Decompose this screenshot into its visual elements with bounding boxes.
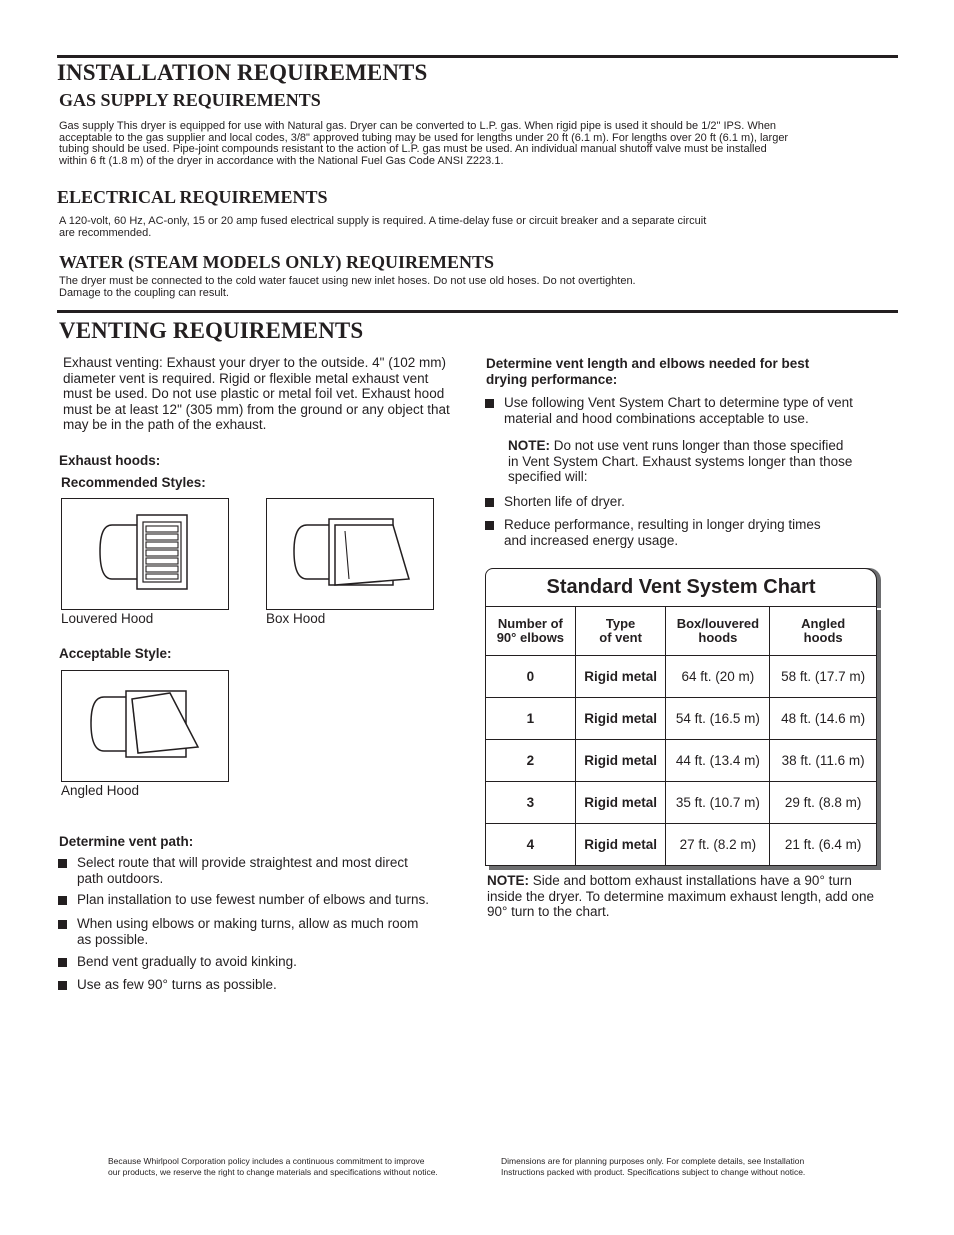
bullet-line: as possible. [77, 931, 149, 947]
bullet-line: Use as few 90° turns as possible. [77, 977, 277, 992]
bullet-line: When using elbows or making turns, allow as much room [77, 916, 419, 931]
bullet-square [58, 958, 67, 967]
table-cell: Rigid metal [575, 698, 666, 740]
gas-line: tubing should be used. Pipe-joint compounds resistant to the action of L.P. gas must be used. An individual manual shutoff valve must be installed [59, 143, 767, 155]
electrical-line: A 120-volt, 60 Hz, AC-only, 15 or 20 amp fused electrical supply is required. A time-delay fuse or circuit breaker and a separate circuit [59, 215, 707, 227]
bullet-line: Use following Vent System Chart to determine type of vent [504, 395, 853, 410]
header-line: Angled [801, 616, 846, 631]
table-row [486, 656, 877, 698]
electrical-heading: ELECTRICAL REQUIREMENTS [57, 187, 328, 207]
header-line: Type [605, 616, 636, 631]
table-cell: 64 ft. (20 m) [666, 656, 770, 698]
chart-note [487, 873, 907, 920]
table-cell: 4 [486, 824, 576, 866]
heading-line: Determine vent length and elbows needed for best [486, 356, 810, 371]
gas-line: within 6 ft (1.8 m) of the dryer in accordance with the National Fuel Gas Code ANSI Z223.1. [59, 154, 504, 167]
box-hood-icon [267, 499, 432, 608]
header-vent-type [575, 607, 666, 656]
vent-length-heading [486, 356, 886, 387]
header-line: Number of [497, 616, 563, 631]
note-line: Side and bottom exhaust installations have a 90° turn [529, 873, 852, 888]
vent-length-bullet [485, 494, 885, 510]
table-row [486, 740, 877, 782]
bullet-square [58, 920, 67, 929]
header-line: 90° elbows [496, 630, 565, 645]
intro-line: may be in the path of the exhaust. [63, 417, 267, 432]
intro-line: diameter vent is required. Rigid or flexible metal exhaust vent [63, 370, 429, 386]
bullet-line: Reduce performance, resulting in longer drying times [504, 517, 821, 532]
angled-hood-caption: Angled Hood [61, 783, 140, 798]
footer-line: Because Whirlpool Corporation policy includes a continuous commitment to improve [108, 1156, 425, 1166]
intro-line: must be at least 12" (305 mm) from the ground or any object that [63, 401, 450, 417]
table-cell: 35 ft. (10.7 m) [666, 782, 770, 824]
table-cell: 44 ft. (13.4 m) [666, 740, 770, 782]
table-cell: Rigid metal [575, 782, 666, 824]
bullet-line: Select route that will provide straightest and most direct [77, 855, 408, 870]
table-cell: 58 ft. (17.7 m) [770, 656, 877, 698]
table-cell: 1 [486, 698, 576, 740]
bullet-line: and increased energy usage. [504, 532, 679, 548]
bullet-square [485, 399, 494, 408]
bullet-square [58, 859, 67, 868]
intro-line: must be used. Do not use plastic or metal foil vet. Exhaust hood [63, 386, 445, 401]
recommended-styles-heading: Recommended Styles: [61, 475, 206, 490]
water-heading: WATER (STEAM MODELS ONLY) REQUIREMENTS [59, 252, 495, 272]
gas-line: acceptable to the gas supplier and local codes, 3/8" approved tubing may be used for lengths under 20 ft (6.1 m). For lengths over 20 ft (6.1 m), larger [59, 131, 789, 144]
vent-length-bullet [485, 517, 885, 549]
footer-line: Instructions packed with product. Specifications subject to change without notice. [501, 1167, 806, 1177]
table-cell: 38 ft. (11.6 m) [770, 740, 877, 782]
table-row [486, 782, 877, 824]
table-cell: 21 ft. (6.4 m) [770, 824, 877, 866]
vent-length-note [508, 438, 888, 485]
bullet-line: Plan installation to use fewest number of elbows and turns. [77, 892, 429, 907]
header-line: hoods [698, 630, 738, 645]
chart-title: Standard Vent System Chart [546, 576, 816, 598]
venting-intro [63, 355, 483, 433]
electrical-text [59, 216, 879, 239]
table-cell: Rigid metal [575, 740, 666, 782]
footer-right [501, 1156, 881, 1178]
header-line: of vent [599, 630, 642, 645]
table-row [486, 824, 877, 866]
bullet-square [485, 498, 494, 507]
header-angled [770, 607, 877, 656]
table-cell: Rigid metal [575, 824, 666, 866]
note-line: Do not use vent runs longer than those specified [550, 438, 844, 453]
louvered-hood-image [61, 498, 229, 610]
acceptable-style-heading: Acceptable Style: [59, 646, 172, 661]
louvered-hood-caption: Louvered Hood [61, 611, 154, 626]
table-cell: 27 ft. (8.2 m) [666, 824, 770, 866]
water-text [59, 276, 879, 299]
footer-left [108, 1156, 488, 1178]
heading-line: drying performance: [486, 371, 618, 387]
chart-header-row [486, 607, 877, 656]
vent-path-bullet [58, 977, 478, 993]
bullet-line: Shorten life of dryer. [504, 494, 625, 509]
exhaust-hoods-heading: Exhaust hoods: [59, 453, 161, 468]
note-line: 90° turn to the chart. [487, 904, 610, 919]
water-line: Damage to the coupling can result. [59, 286, 229, 299]
bullet-square [58, 896, 67, 905]
note-label: NOTE: [487, 873, 529, 888]
table-cell: 2 [486, 740, 576, 782]
vent-path-bullet [58, 892, 478, 908]
bullet-square [58, 981, 67, 990]
gas-supply-text [59, 121, 899, 167]
bullet-square [485, 521, 494, 530]
vent-path-bullet [58, 855, 478, 887]
note-line: in Vent System Chart. Exhaust systems longer than those [508, 453, 853, 469]
gas-line: This dryer is equipped for use with Natural gas. Dryer can be converted to L.P. gas. When rigid pipe is used it should be 1/2" IPS. When [114, 120, 777, 132]
table-cell: Rigid metal [575, 656, 666, 698]
header-line: Box/louvered [676, 616, 760, 631]
header-elbows [486, 607, 576, 656]
bullet-line: Bend vent gradually to avoid kinking. [77, 954, 297, 969]
venting-title: VENTING REQUIREMENTS [59, 318, 364, 343]
table-cell: 3 [486, 782, 576, 824]
vent-system-chart [485, 568, 878, 865]
header-line: hoods [803, 630, 843, 645]
note-line: specified will: [508, 469, 588, 484]
top-rule [57, 55, 898, 58]
note-label: NOTE: [508, 438, 550, 453]
header-box-louvered [666, 607, 770, 656]
table-row [486, 698, 877, 740]
bullet-line: material and hood combinations acceptable to use. [504, 410, 809, 426]
page-title: INSTALLATION REQUIREMENTS [57, 60, 428, 85]
vent-chart-table [485, 606, 877, 866]
louvered-hood-icon [62, 499, 227, 608]
table-cell: 29 ft. (8.8 m) [770, 782, 877, 824]
box-hood-image [266, 498, 434, 610]
angled-hood-image [61, 670, 229, 782]
footer-line: our products, we reserve the right to change materials and specifications without notice. [108, 1167, 438, 1177]
note-line: inside the dryer. To determine maximum exhaust length, add one [487, 888, 874, 904]
section-rule [57, 310, 898, 313]
vent-path-bullet [58, 954, 478, 970]
footer-line: Dimensions are for planning purposes only. For complete details, see Installation [501, 1156, 805, 1166]
table-cell: 48 ft. (14.6 m) [770, 698, 877, 740]
table-cell: 0 [486, 656, 576, 698]
gas-supply-heading: GAS SUPPLY REQUIREMENTS [59, 90, 321, 110]
vent-path-heading: Determine vent path: [59, 834, 194, 849]
vent-length-bullet [485, 395, 885, 427]
angled-hood-icon [62, 671, 227, 780]
intro-line: Exhaust venting: Exhaust your dryer to the outside. 4" (102 mm) [63, 355, 446, 370]
vent-path-bullet [58, 916, 478, 948]
box-hood-caption: Box Hood [266, 611, 326, 626]
bullet-line: path outdoors. [77, 870, 164, 886]
electrical-line: are recommended. [59, 226, 152, 239]
table-cell: 54 ft. (16.5 m) [666, 698, 770, 740]
gas-supply-lead: Gas supply [59, 120, 115, 132]
water-line: The dryer must be connected to the cold water faucet using new inlet hoses. Do not use old hoses. Do not overtighten. [59, 275, 636, 287]
